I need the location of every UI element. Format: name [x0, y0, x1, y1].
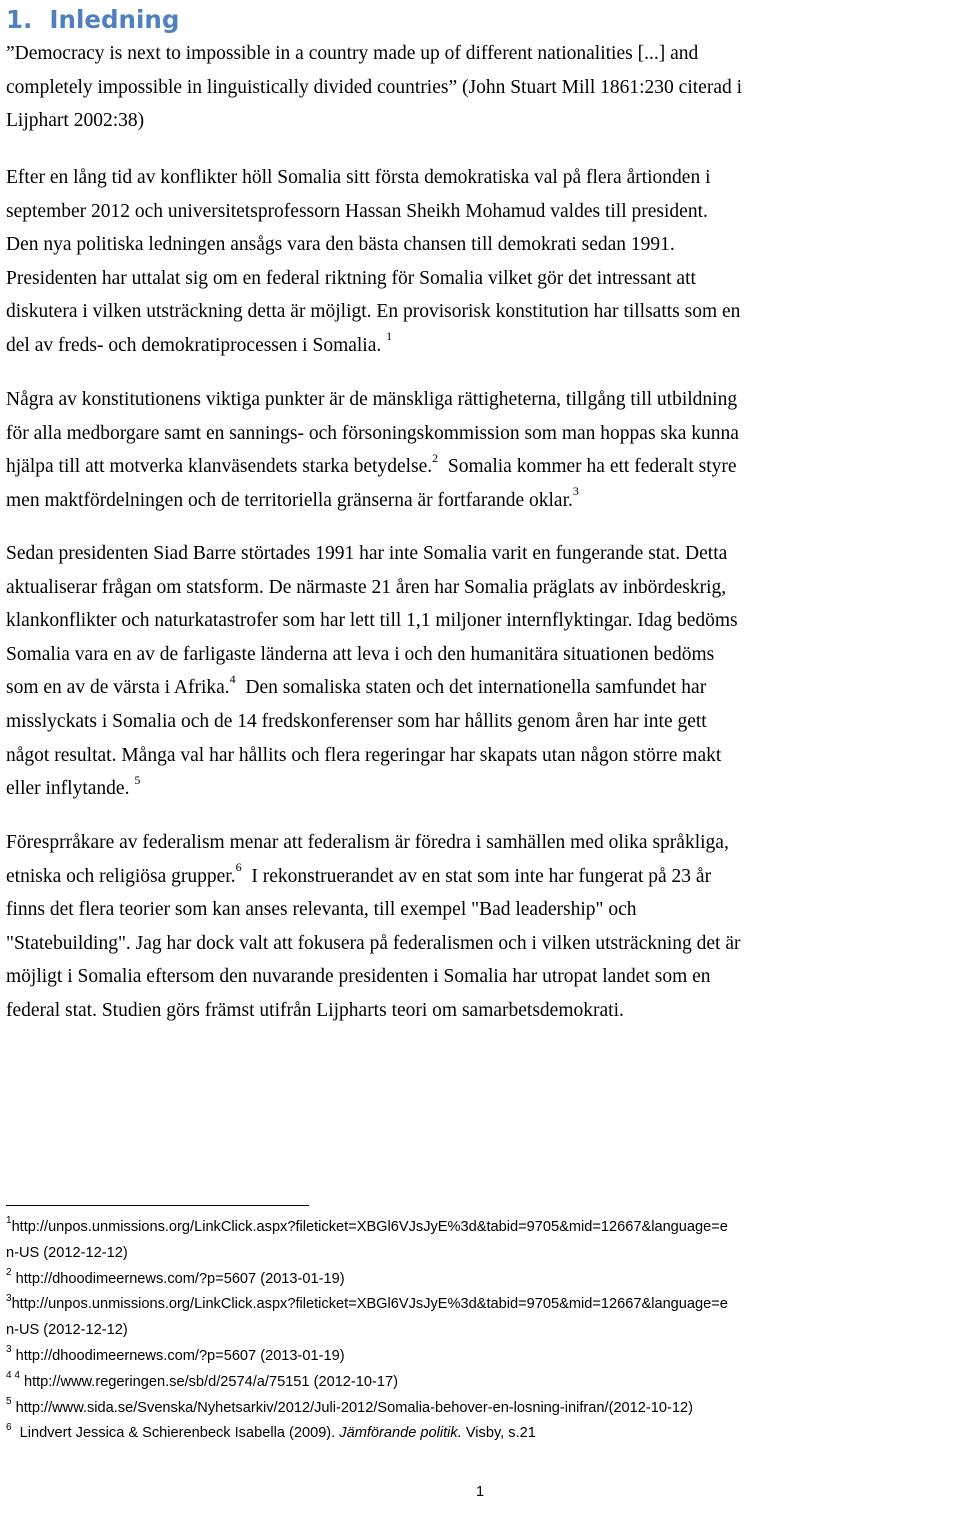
footnote-link[interactable]: http://www.sida.se/Svenska/Nyhetsarkiv/2012/Juli-2012/Somalia-behover-en-losning-inifran/(2012-10-12) — [11, 1399, 693, 1416]
text-segment: eller inflytande. — [6, 778, 130, 800]
footnote-link[interactable]: http://www.regeringen.se/sb/d/2574/a/75151 (2012-10-17) — [19, 1373, 398, 1390]
text-segment: men maktfördelningen och de territoriella gränserna är fortfarande oklar. — [6, 489, 573, 511]
text-line: möjligt i Somalia eftersom den nuvarande presidenten i Somalia har utropat landet som en — [6, 966, 711, 988]
footnote-reference: 3 — [572, 484, 579, 499]
paragraph-federalism — [6, 826, 958, 1028]
text-line: Efter en lång tid av konflikter höll Somalia sitt första demokratiska val på flera årtionden i — [6, 167, 711, 188]
text-line: för alla medborgare samt en sannings- och försoningskommission som man hoppas ska kunna — [6, 422, 739, 444]
paragraph-constitution — [6, 383, 958, 517]
text-line: federal stat. Studien görs främst utifrån Lijpharts teori om samarbetsdemokrati. — [6, 999, 624, 1021]
footnote-mark: 6 — [6, 1421, 12, 1433]
text-segment: etniska och religiösa grupper. — [6, 865, 236, 887]
text-line: diskutera i vilken utsträckning detta är möjligt. En provisorisk konstitution har tillsatts som en — [6, 301, 741, 323]
text-line: Somalia vara en av de farligaste länderna att leva i och den humanitära situationen bedöms — [6, 643, 715, 665]
text-line: completely impossible in linguistically divided countries” (John Stuart Mill 1861:230 citerad i — [6, 76, 743, 98]
text-line — [6, 860, 958, 894]
footnote-mark: 3 — [6, 1344, 12, 1356]
footnote-mark: 4 4 — [6, 1369, 20, 1381]
footnote-link[interactable]: http://unpos.unmissions.org/LinkClick.aspx?fileticket=XBGl6VJsJyE%3d&tabid=9705&mid=12667&language=e — [11, 1219, 728, 1235]
footnote-line — [6, 1421, 958, 1447]
heading-number: 1. — [6, 5, 33, 34]
text-line: Presidenten har uttalat sig om en federal riktning för Somalia vilket gör det intressant att — [6, 267, 696, 289]
footnote-book-title: Jämförande politik. — [339, 1425, 462, 1442]
footnote-reference: 6 — [235, 860, 242, 875]
text-line — [6, 450, 958, 484]
footnote-line — [6, 1370, 958, 1396]
footnote-mark: 1 — [6, 1215, 12, 1227]
heading-title: Inledning — [49, 5, 180, 34]
footnote-link[interactable]: http://dhoodimeernews.com/?p=5607 (2013-01-19) — [11, 1270, 345, 1287]
footnote-link[interactable]: http://unpos.unmissions.org/LinkClick.aspx?fileticket=XBGl6VJsJyE%3d&tabid=9705&mid=12667&language=e — [11, 1296, 728, 1313]
footnote-mark: 5 — [6, 1395, 12, 1407]
footnote-line — [6, 1215, 958, 1241]
text-line: ”Democracy is next to impossible in a country made up of different nationalities [...] and — [6, 43, 699, 64]
text-line — [6, 484, 958, 518]
footnote-link[interactable]: http://dhoodimeernews.com/?p=5607 (2013-01-19) — [11, 1347, 345, 1364]
text-segment: hjälpa till att motverka klanväsendets starka betydelse. — [6, 456, 433, 478]
footnote-text: Lindvert Jessica & Schierenbeck Isabella (2009). — [11, 1425, 340, 1442]
text-line: Föresprråkare av federalism menar att federalism är föredra i samhällen med olika språkliga, — [6, 832, 729, 853]
text-segment: Den somaliska staten och det internationella samfundet har — [235, 677, 707, 699]
quote-paragraph — [6, 37, 958, 138]
footnote-reference: 1 — [386, 329, 393, 344]
text-segment: del av freds- och demokratiprocessen i Somalia. — [6, 334, 382, 356]
text-line: september 2012 och universitetsprofessorn Hassan Sheikh Mohamud valdes till president. — [6, 200, 708, 222]
text-segment: I rekonstruerandet av en stat som inte har fungerat på 23 år — [241, 865, 712, 887]
text-line — [6, 772, 958, 806]
text-line: klankonflikter och naturkatastrofer som har lett till 1,1 miljoner internflyktingar. Idag bedöms — [6, 610, 738, 632]
page-number: 1 — [475, 1484, 485, 1500]
footnote-reference: 2 — [432, 450, 439, 465]
footnote-mark: 2 — [6, 1266, 12, 1278]
footnote-line — [6, 1292, 958, 1318]
footnote-line — [6, 1267, 958, 1293]
section-heading — [6, 4, 179, 36]
text-line: Sedan presidenten Siad Barre störtades 1991 har inte Somalia varit en fungerande stat. Detta — [6, 543, 728, 564]
footnote-line: n-US (2012-12-12) — [6, 1244, 128, 1261]
text-segment: som en av de värsta i Afrika. — [6, 677, 230, 699]
text-line: Några av konstitutionens viktiga punkter är de mänskliga rättigheterna, tillgång till utbildning — [6, 389, 738, 410]
footnotes — [6, 1215, 958, 1447]
text-line: misslyckats i Somalia och de 14 fredskonferenser som har hållits genom åren har inte gett — [6, 710, 707, 732]
footnote-separator — [6, 1205, 309, 1206]
text-line: aktualiserar frågan om statsform. De närmaste 21 åren har Somalia präglats av inbördeskrig, — [6, 576, 727, 598]
footnote-line — [6, 1344, 958, 1370]
text-line: finns det flera teorier som kan anses relevanta, till exempel "Bad leadership" och — [6, 899, 637, 921]
text-segment: Somalia kommer ha ett federalt styre — [438, 456, 737, 478]
text-line: något resultat. Många val har hållits och flera regeringar har skapats utan någon större makt — [6, 744, 722, 766]
footnote-line — [6, 1396, 958, 1422]
text-line — [6, 329, 958, 363]
footnote-reference: 4 — [229, 671, 236, 686]
footnote-line: n-US (2012-12-12) — [6, 1322, 128, 1339]
paragraph-history — [6, 537, 958, 806]
footnote-reference: 5 — [134, 772, 141, 787]
text-line — [6, 671, 958, 705]
text-line: Den nya politiska ledningen ansågs vara den bästa chansen till demokrati sedan 1991. — [6, 234, 675, 256]
footnote-mark: 3 — [6, 1292, 12, 1304]
text-line: "Statebuilding". Jag har dock valt att fokusera på federalismen och i vilken utsträckning det är — [6, 932, 741, 954]
paragraph-election — [6, 161, 958, 363]
footnote-text: Visby, s.21 — [461, 1425, 536, 1442]
text-line: Lijphart 2002:38) — [6, 110, 145, 132]
